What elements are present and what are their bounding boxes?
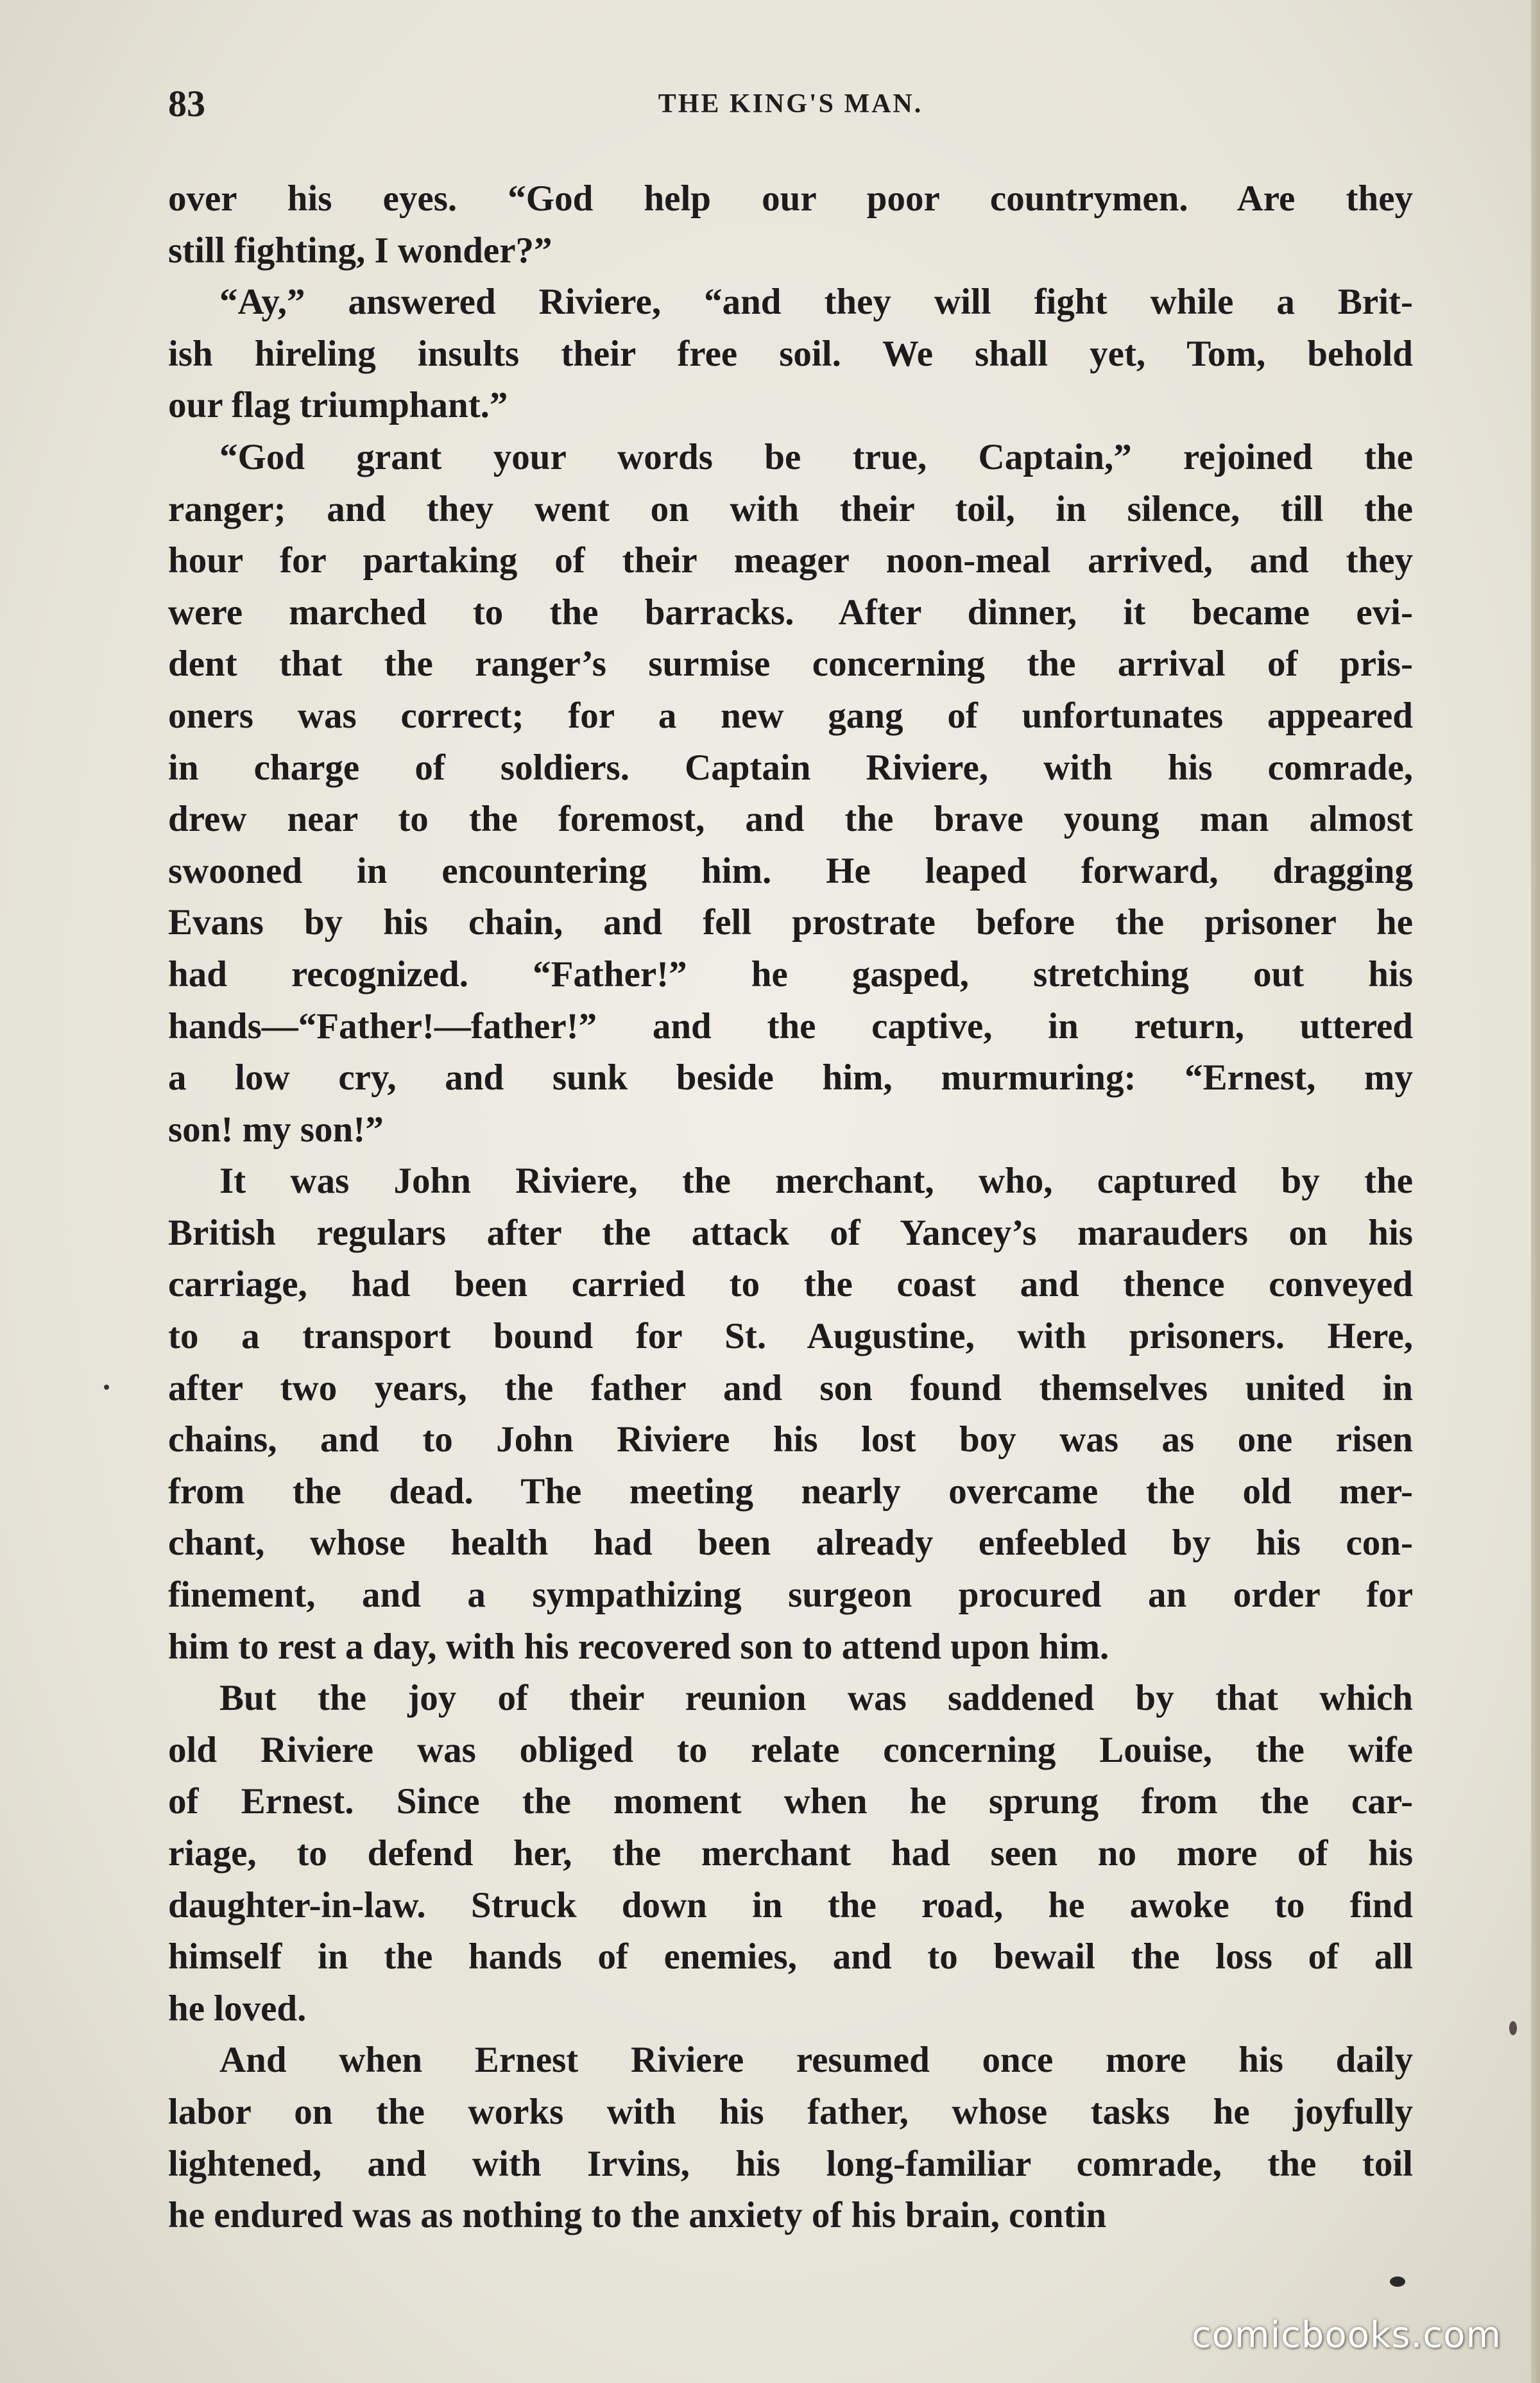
ink-speck: [1390, 2276, 1405, 2287]
text-line: ish hireling insults their free soil. We shall yet, Tom, behold: [168, 333, 1413, 374]
body-text: [168, 173, 1413, 2242]
text-line: riage, to defend her, the merchant had seen no more of his: [168, 1833, 1413, 1874]
text-line: hands—“Father!—father!” and the captive, in return, uttered: [168, 1005, 1413, 1046]
watermark: comicbooks.com: [1191, 2314, 1502, 2356]
text-line: dent that the ranger’s surmise concerning the arrival of pris-: [168, 644, 1413, 685]
page-header: [168, 82, 1413, 133]
text-line: himself in the hands of enemies, and to bewail the loss of all: [168, 1936, 1413, 1977]
paragraph: [168, 277, 1413, 432]
text-line: drew near to the foremost, and the brave young man almost: [168, 799, 1413, 840]
text-line: chant, whose health had been already enfeebled by his con-: [168, 1523, 1413, 1564]
page-edge: [1531, 0, 1540, 2383]
text-line: from the dead. The meeting nearly overcame the old mer-: [168, 1471, 1413, 1512]
text-line: carriage, had been carried to the coast and thence conveyed: [168, 1264, 1413, 1305]
text-line: after two years, the father and son found themselves united in: [168, 1367, 1413, 1408]
text-line: chains, and to John Riviere his lost boy was as one risen: [168, 1419, 1413, 1460]
paragraph: [168, 1673, 1413, 2035]
paragraph: [168, 432, 1413, 1156]
text-line: But the joy of their reunion was saddened by that which: [219, 1678, 1413, 1719]
text-line: son! my son!”: [168, 1109, 384, 1150]
text-line: labor on the works with his father, whose tasks he joyfully: [168, 2091, 1413, 2132]
text-line: oners was correct; for a new gang of unfortunates appeared: [168, 695, 1413, 736]
text-line: had recognized. “Father!” he gasped, stretching out his: [168, 953, 1413, 995]
ink-speck: [1509, 2021, 1517, 2035]
text-line: And when Ernest Riviere resumed once more his daily: [219, 2040, 1413, 2081]
text-line: hour for partaking of their meager noon-meal arrived, and they: [168, 540, 1413, 581]
text-line: over his eyes. “God help our poor countrymen. Are they: [168, 178, 1413, 219]
text-line: he endured was as nothing to the anxiety of his brain, contin: [168, 2195, 1107, 2236]
text-line: still fighting, I wonder?”: [168, 230, 552, 271]
text-line: him to rest a day, with his recovered son to attend upon him.: [168, 1626, 1109, 1667]
text-line: in charge of soldiers. Captain Riviere, with his comrade,: [168, 747, 1413, 788]
text-line: “Ay,” answered Riviere, “and they will fight while a Brit-: [219, 282, 1413, 323]
text-line: swooned in encountering him. He leaped forward, dragging: [168, 850, 1413, 891]
text-line: ranger; and they went on with their toil, in silence, till the: [168, 488, 1413, 529]
text-line: to a transport bound for St. Augustine, with prisoners. Here,: [168, 1316, 1413, 1357]
text-line: British regulars after the attack of Yancey’s marauders on his: [168, 1212, 1413, 1253]
text-line: finement, and a sympathizing surgeon procured an order for: [168, 1575, 1413, 1616]
text-line: It was John Riviere, the merchant, who, captured by the: [219, 1161, 1413, 1202]
ink-speck: [104, 1385, 109, 1390]
paragraph: [168, 173, 1413, 277]
running-head: THE KING'S MAN.: [658, 89, 923, 119]
page-number: 83: [168, 83, 205, 124]
text-line: he loved.: [168, 1988, 307, 2029]
text-line: “God grant your words be true, Captain,” rejoined the: [219, 436, 1413, 477]
paragraph: [168, 2035, 1413, 2241]
text-line: lightened, and with Irvins, his long-familiar comrade, the toil: [168, 2143, 1413, 2184]
text-line: Evans by his chain, and fell prostrate before the prisoner he: [168, 902, 1413, 943]
text-line: a low cry, and sunk beside him, murmuring: “Ernest, my: [168, 1057, 1413, 1098]
text-line: were marched to the barracks. After dinner, it became evi-: [168, 592, 1413, 633]
text-line: old Riviere was obliged to relate concerning Louise, the wife: [168, 1729, 1413, 1770]
text-line: daughter-in-law. Struck down in the road, he awoke to find: [168, 1884, 1413, 1926]
text-line: our flag triumphant.”: [168, 385, 508, 426]
text-line: of Ernest. Since the moment when he sprung from the car-: [168, 1781, 1413, 1822]
paragraph: [168, 1156, 1413, 1673]
